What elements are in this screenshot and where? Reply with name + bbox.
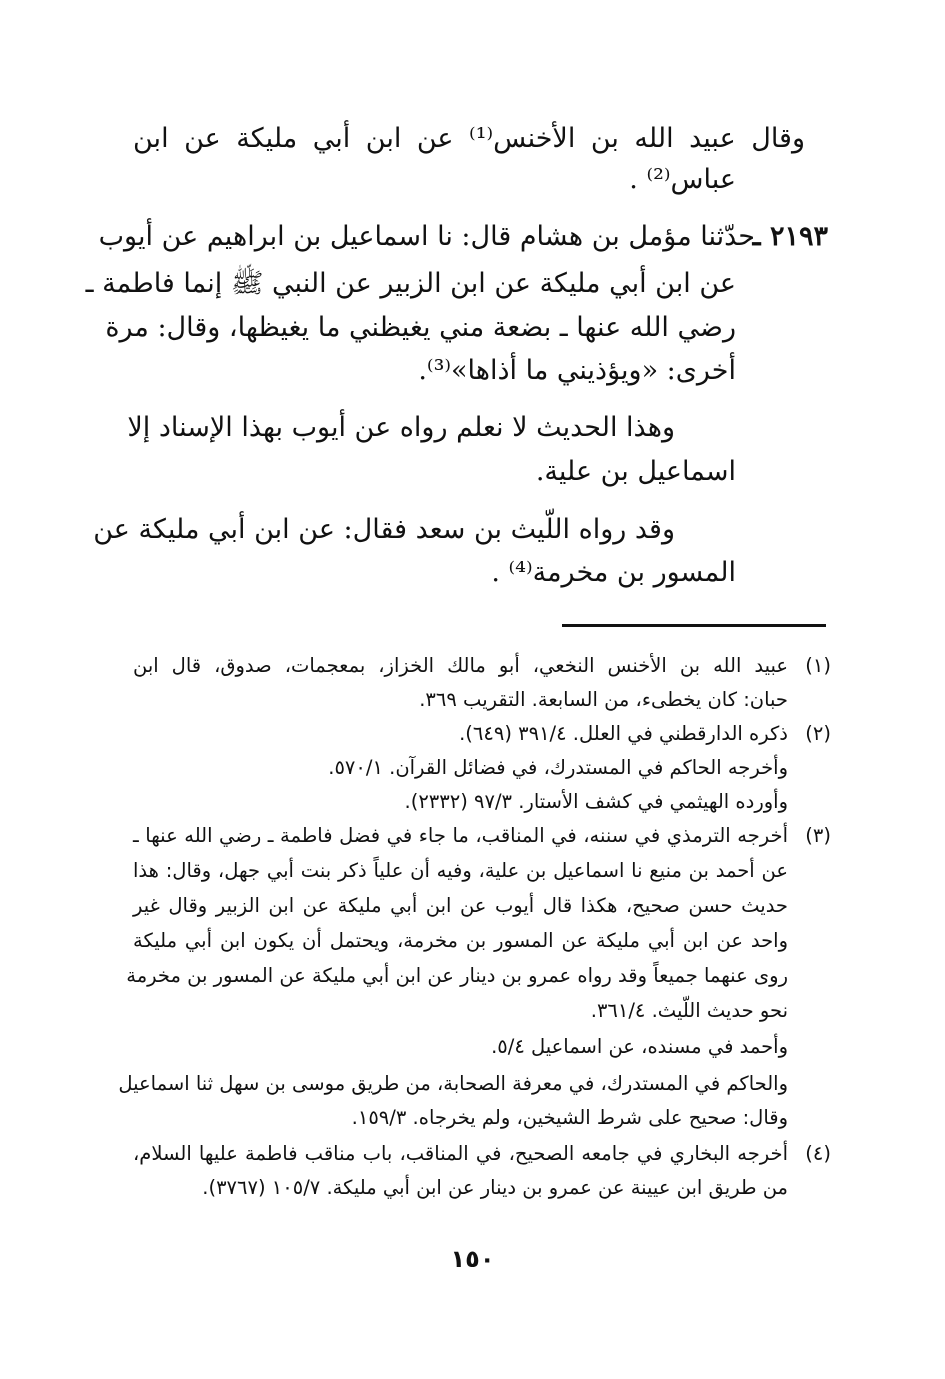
hadith-line-3: رضي الله عنها ـ بضعة مني يغيظني ما يغيظها، وقال: مرة (105, 312, 736, 343)
paragraph-4-line-1: وقد رواه اللّيث بن سعد فقال: عن ابن أبي مليكة عن (93, 514, 675, 545)
footnote-3-line-4: واحد عن ابن أبي مليكة عن المسور بن مخرمة، ويحتمل أن يكون ابن أبي مليكة (133, 929, 788, 952)
footnote-2-number: (٢) (805, 722, 831, 745)
footnote-1-line-1: عبيد الله بن الأخنس النخعي، أبو مالك الخزاز، بمعجمات، صدوق، قال ابن (133, 654, 788, 677)
footnote-3-line-7: وأحمد في مسنده، عن اسماعيل ٥/٤. (491, 1035, 788, 1058)
paragraph-1-line-2: عباس⁽²⁾ . (629, 164, 736, 195)
footnote-4-line-2: من طريق ابن عيينة عن عمرو بن دينار عن ابن أبي مليكة. ١٠٥/٧ (٣٧٦٧). (202, 1176, 788, 1199)
footnote-3-line-5: روى عنهما جميعاً وقد رواه عمرو بن دينار عن ابن أبي مليكة عن المسور بن مخرمة (126, 964, 788, 987)
footnote-2-line-2: وأخرجه الحاكم في المستدرك، في فضائل القرآن. ٥٧٠/١. (328, 756, 788, 779)
hadith-line-4: أخرى: «ويؤذيني ما أذاها»⁽³⁾. (418, 355, 736, 386)
footnote-3-line-8: والحاكم في المستدرك، في معرفة الصحابة، من طريق موسى بن سهل ثنا اسماعيل (118, 1072, 788, 1095)
footnote-3-line-9: وقال: صحيح على شرط الشيخين، ولم يخرجاه. ١٥٩/٣. (351, 1106, 788, 1129)
footnote-4-number: (٤) (805, 1142, 831, 1165)
footnote-3-line-3: حديث حسن صحيح، هكذا قال أيوب عن ابن أبي مليكة عن ابن الزبير وقال غير (133, 894, 788, 917)
hadith-line-2: عن ابن أبي مليكة عن ابن الزبير عن النبي ﷺ إنما فاطمة ـ (85, 268, 736, 299)
paragraph-1-line-1: وقال عبيد الله بن الأخنس⁽¹⁾ عن ابن أبي مليكة عن ابن (133, 123, 805, 154)
footnote-3-line-1: أخرجه الترمذي في سننه، في المناقب، ما جاء في فضل فاطمة ـ رضي الله عنها ـ (133, 824, 788, 847)
footnote-4-line-1: أخرجه البخاري في جامعه الصحيح، في المناقب، باب مناقب فاطمة عليها السلام، (133, 1142, 788, 1165)
footnote-3-number: (٣) (805, 824, 831, 847)
footnote-3-line-6: نحو حديث اللّيث. ٣٦١/٤. (590, 999, 788, 1022)
hadith-line-1: حدّثنا مؤمل بن هشام قال: نا اسماعيل بن ابراهيم عن أيوب (98, 221, 755, 252)
paragraph-3-line-2: اسماعيل بن علية. (535, 456, 736, 487)
footnote-1-number: (١) (805, 654, 831, 677)
footnote-1-line-2: حبان: كان يخطىء، من السابعة. التقريب ٣٦٩. (419, 688, 788, 711)
footnote-2-line-1: ذكره الدارقطني في العلل. ٣٩١/٤ (٦٤٩). (459, 722, 788, 745)
paragraph-3-line-1: وهذا الحديث لا نعلم رواه عن أيوب بهذا الإسناد إلا (127, 412, 675, 443)
hadith-number: ٢١٩٣ ـ (752, 221, 828, 252)
paragraph-4-line-2: المسور بن مخرمة⁽⁴⁾ . (491, 557, 736, 588)
page-number: ١٥٠ (450, 1245, 495, 1273)
footnote-separator (562, 624, 826, 627)
footnote-2-line-3: وأورده الهيثمي في كشف الأستار. ٩٧/٣ (٢٣٣٢). (404, 790, 788, 813)
footnote-3-line-2: عن أحمد بن منيع نا اسماعيل بن علية، وفيه أن علياً ذكر بنت أبي جهل، وقال: هذا (133, 859, 788, 882)
